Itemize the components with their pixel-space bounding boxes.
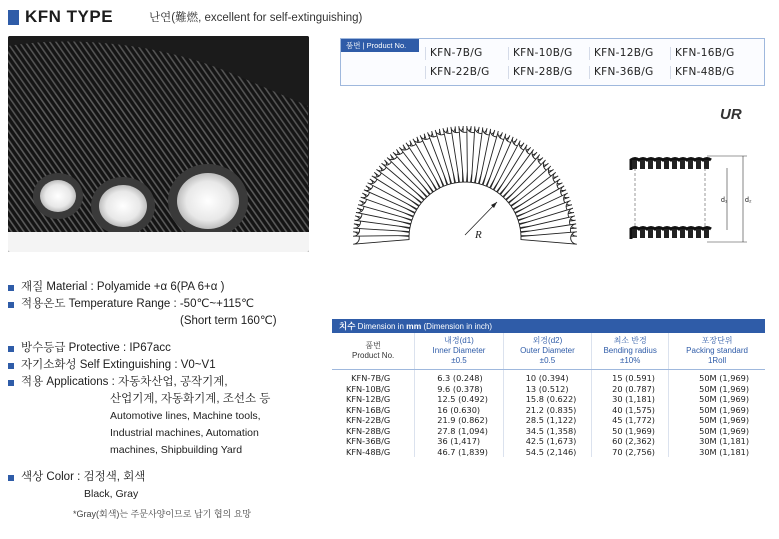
table-cell: 50M (1,969) (669, 384, 765, 395)
product-number-item: KFN-28B/G (508, 66, 589, 79)
spec-color-text: 색상 Color : 검정색, 회색 (21, 471, 146, 483)
table-cell: KFN-48B/G (345, 446, 391, 457)
dimension-title-en: Dimension in (357, 322, 404, 331)
product-number-item: KFN-7B/G (425, 47, 508, 60)
spec-applications-line-text: Industrial machines, Automation (110, 427, 259, 439)
product-number-item: KFN-36B/G (589, 66, 670, 79)
table-cell: 42.5 (1,673) (503, 436, 591, 447)
page-subtitle: 난연(難燃, excellent for self-extinguishing) (149, 12, 363, 24)
header-en: Bending radius (603, 346, 657, 355)
wall-corrugation (704, 160, 709, 169)
table-cell: 50M (1,969) (669, 415, 765, 426)
product-number-item: KFN-12B/G (589, 47, 670, 60)
table-cell: 10 (0.394) (503, 370, 591, 384)
spec-applications-line (8, 442, 277, 459)
specifications-list (8, 279, 277, 523)
table-cell: KFN-28B/G (345, 425, 391, 436)
table-cell: 6.3 (0.248) (415, 370, 503, 384)
spec-applications-text: 적용 Applications : 자동차산업, 공작기계, (21, 376, 228, 388)
table-cell: 27.8 (1,094) (415, 426, 503, 437)
table-cell: 60 (2,362) (592, 436, 669, 447)
wall-corrugation (680, 229, 685, 238)
arch-fins (353, 126, 577, 244)
spec-temperature-short-text: (Short term 160℃) (180, 315, 277, 327)
spec-material-text: 재질 Material : Polyamide +α 6(PA 6+α ) (21, 281, 225, 293)
spec-applications-line (8, 391, 277, 408)
wall-corrugation (656, 229, 661, 238)
wall-corrugation (664, 229, 669, 238)
table-cell: 13 (0.512) (503, 384, 591, 395)
table-cell: 50 (1,969) (592, 426, 669, 437)
wall-corrugation (640, 160, 645, 169)
product-number-item: KFN-22B/G (425, 66, 508, 79)
table-row (332, 436, 765, 447)
table-row (332, 394, 765, 405)
dimension-table-title (332, 319, 765, 333)
spec-applications-line-text: machines, Shipbuilding Yard (110, 444, 243, 456)
table-row (332, 447, 765, 458)
gray-order-note: *Gray(회색)는 주문사양이므로 납기 협의 요망 (73, 509, 252, 519)
bullet-icon (8, 363, 14, 369)
wall-corrugation (688, 229, 693, 238)
cross-section-bottom-wall (631, 228, 711, 240)
product-number-item: KFN-16B/G (670, 47, 750, 60)
wall-corrugation (688, 160, 693, 169)
table-cell: 16 (0.630) (415, 405, 503, 416)
wall-corrugation (704, 229, 709, 238)
ur-certification-logo (720, 106, 742, 123)
table-cell: 30M (1,181) (669, 447, 765, 458)
header-inner-diameter (415, 333, 503, 370)
product-number-item: KFN-48B/G (670, 66, 750, 79)
spec-applications-line-text: 산업기계, 자동화기계, 조선소 등 (110, 393, 271, 405)
table-cell: KFN-10B/G (345, 383, 391, 394)
table-cell: 45 (1,772) (592, 415, 669, 426)
dimension-table-box (332, 319, 765, 479)
table-cell: 50M (1,969) (669, 405, 765, 416)
table-row (332, 405, 765, 416)
bullet-icon (8, 475, 14, 481)
table-cell: 30 (1,181) (592, 394, 669, 405)
spec-material (8, 279, 277, 296)
table-cell: 28.5 (1,122) (503, 415, 591, 426)
header-outer-diameter (503, 333, 591, 370)
bullet-icon (8, 285, 14, 291)
ur-mark-text: UR (720, 106, 742, 123)
table-cell: 15.8 (0.622) (503, 394, 591, 405)
spec-applications-line (8, 425, 277, 442)
table-cell: KFN-36B/G (345, 436, 391, 446)
table-cell: 36 (1,417) (415, 436, 503, 447)
d2-label: d₂ (745, 197, 752, 204)
header-product-no (332, 333, 415, 370)
table-cell: 54.5 (2,146) (503, 447, 591, 458)
dimension-table-body (332, 370, 765, 458)
cross-section-top-wall (631, 159, 711, 171)
wall-corrugation (632, 229, 637, 238)
spec-applications-line-text: Automotive lines, Machine tools, (110, 410, 261, 422)
table-cell: 30M (1,181) (669, 436, 765, 447)
header-tol: ±10% (619, 356, 641, 365)
table-cell: KFN-22B/G (345, 415, 391, 425)
spec-temperature-short (8, 313, 277, 330)
table-cell: 15 (0.591) (592, 370, 669, 384)
table-row (332, 426, 765, 437)
wall-corrugation (680, 160, 685, 169)
table-cell: 20 (0.787) (592, 384, 669, 395)
bullet-icon (8, 346, 14, 352)
table-cell: 9.6 (0.378) (415, 384, 503, 395)
bullet-icon (8, 380, 14, 386)
header-packing-standard (669, 333, 765, 370)
spec-color-en-text: Black, Gray (84, 488, 139, 500)
header-tol: ±0.5 (539, 356, 556, 365)
table-cell: 50M (1,969) (669, 370, 765, 384)
dimension-title-ko: 치수 (339, 321, 356, 331)
wall-corrugation (648, 229, 653, 238)
wall-corrugation (632, 160, 637, 169)
wall-corrugation (648, 160, 653, 169)
bullet-icon (8, 302, 14, 308)
table-cell: 46.7 (1,839) (415, 447, 503, 458)
table-header-row (332, 333, 765, 370)
table-cell: KFN-7B/G (351, 373, 391, 383)
table-cell: 12.5 (0.492) (415, 394, 503, 405)
table-cell: KFN-16B/G (345, 404, 391, 415)
corrugated-tube-illustration (8, 36, 309, 252)
page-title: KFN TYPE (25, 7, 114, 26)
page-header (8, 8, 362, 26)
spec-extinguishing-text: 자기소화성 Self Extinguishing : V0~V1 (21, 359, 216, 371)
dimension-unit: mm (406, 321, 422, 331)
dimension-table (332, 333, 765, 457)
wall-corrugation (664, 160, 669, 169)
header-tol: ±0.5 (451, 356, 467, 365)
wall-corrugation (672, 160, 677, 169)
product-number-label: 품번 | Product No. (341, 39, 419, 52)
spec-applications (8, 374, 277, 391)
spec-applications-line (8, 408, 277, 425)
spec-color-en (8, 486, 277, 503)
header-tol: 1Roll (707, 356, 727, 365)
product-number-grid (425, 47, 750, 79)
wall-corrugation (640, 229, 645, 238)
header-en: Packing standard (686, 346, 748, 355)
d1-label: d₁ (721, 197, 728, 204)
cross-section-diagram (627, 150, 767, 250)
header-ko: 내경(d1) (444, 336, 474, 345)
header-en: Inner Diameter (432, 346, 486, 355)
table-cell: 50M (1,969) (669, 394, 765, 405)
header-bending-radius (592, 333, 669, 370)
dimension-unit-note: (Dimension in inch) (423, 322, 492, 331)
wall-corrugation (656, 160, 661, 169)
radius-label: R (475, 229, 482, 241)
table-cell: 34.5 (1,358) (503, 426, 591, 437)
header-ko: 최소 반경 (613, 336, 647, 345)
table-cell: 50M (1,969) (669, 426, 765, 437)
table-row (332, 370, 765, 384)
product-number-box (340, 38, 765, 86)
spec-temperature-text: 적용온도 Temperature Range : -50℃~+115℃ (21, 298, 255, 310)
spec-temperature (8, 296, 277, 313)
header-ko: 외경(d2) (532, 336, 563, 345)
table-cell: 40 (1,575) (592, 405, 669, 416)
header-ko: 포장단위 (701, 336, 733, 345)
spec-protective-text: 방수등급 Protective : IP67acc (21, 342, 171, 354)
spec-extinguishing (8, 357, 277, 374)
wall-corrugation (696, 160, 701, 169)
table-row (332, 415, 765, 426)
wall-corrugation (696, 229, 701, 238)
table-cell: 70 (2,756) (592, 447, 669, 458)
product-photo (8, 36, 309, 252)
header-ko: 품번 (365, 341, 381, 350)
spec-color (8, 469, 277, 486)
header-en: Product No. (352, 351, 395, 360)
spec-protective (8, 340, 277, 357)
header-en: Outer Diameter (520, 346, 575, 355)
table-row (332, 384, 765, 395)
wall-corrugation (672, 229, 677, 238)
bending-radius-diagram (345, 120, 615, 250)
product-number-item: KFN-10B/G (508, 47, 589, 60)
table-cell: 21.9 (0.862) (415, 415, 503, 426)
table-cell: 21.2 (0.835) (503, 405, 591, 416)
title-marker (8, 10, 19, 25)
table-cell: KFN-12B/G (345, 394, 391, 404)
